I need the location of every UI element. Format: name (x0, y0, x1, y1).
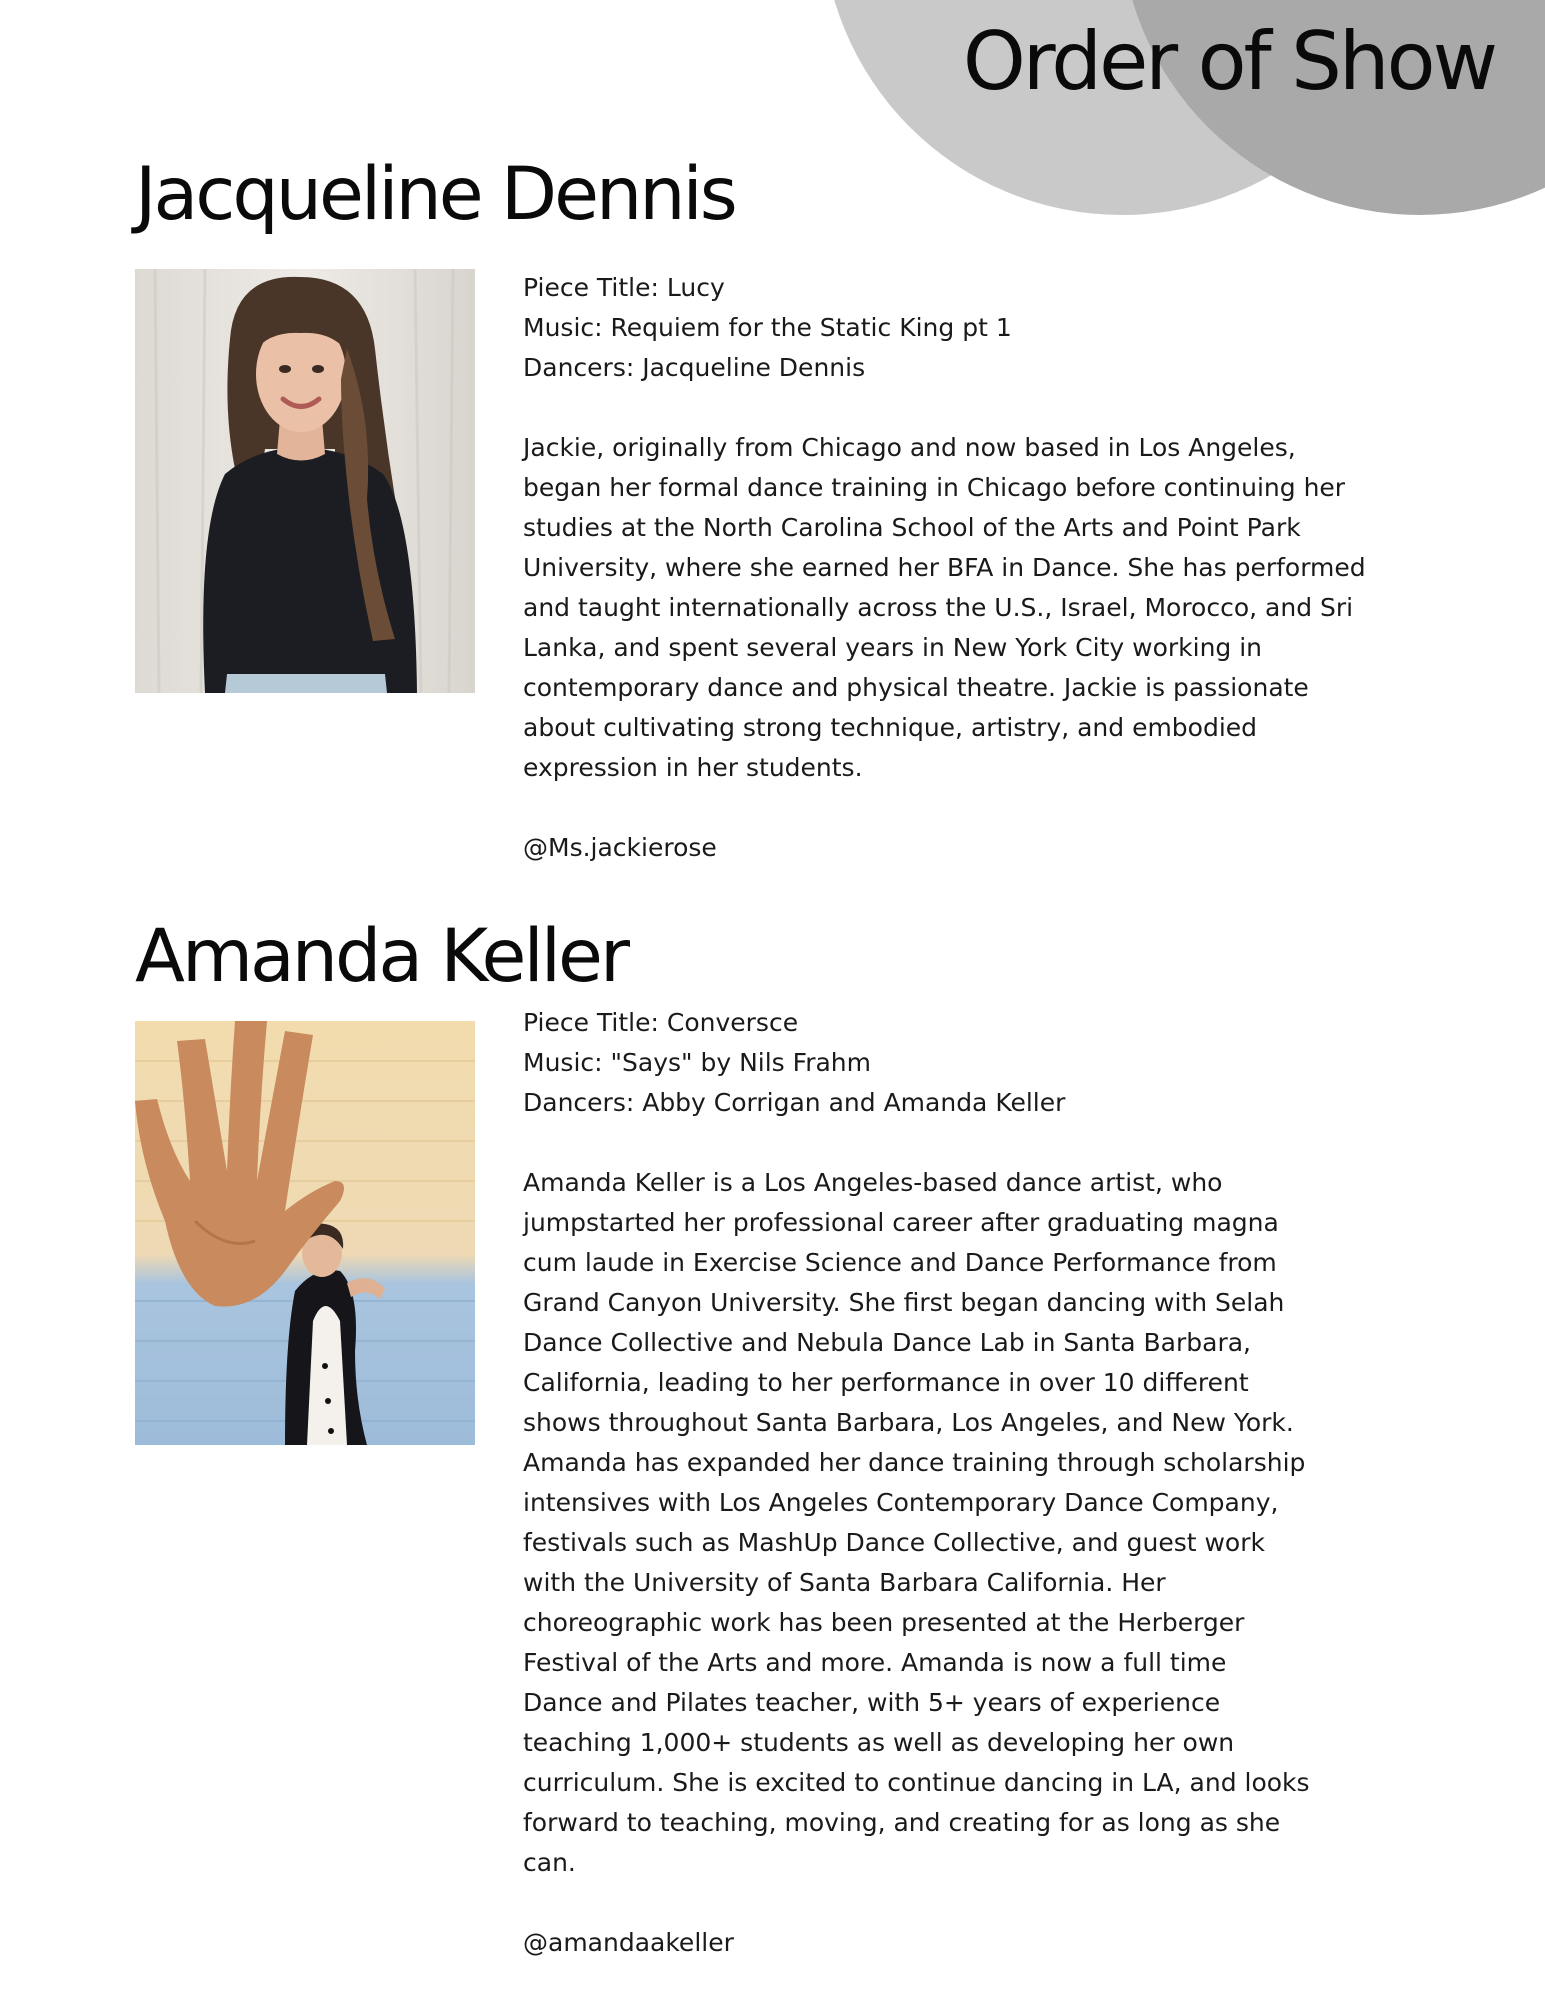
page-title: Order of Show (962, 15, 1495, 108)
bio-line: festivals such as MashUp Dance Collective, and guest work (523, 1528, 1265, 1557)
bio-line: intensives with Los Angeles Contemporary Dance Company, (523, 1488, 1279, 1517)
performer-name-amanda-keller: Amanda Keller (135, 914, 627, 999)
bio-line: Dance and Pilates teacher, with 5+ years of experience (523, 1688, 1221, 1717)
bio-line: expression in her students. (523, 753, 863, 782)
bio-line: jumpstarted her professional career after graduating magna (523, 1208, 1279, 1237)
piece-title: Piece Title: Lucy (523, 273, 725, 302)
performer-photo-jacqueline-dennis (135, 269, 475, 693)
bio-line: Grand Canyon University. She first began dancing with Selah (523, 1288, 1285, 1317)
portrait-image (135, 269, 475, 693)
performer-photo-amanda-keller (135, 1021, 475, 1445)
bio-line: can. (523, 1848, 576, 1877)
performer-name-jacqueline-dennis: Jacqueline Dennis (135, 152, 735, 237)
piece-title: Piece Title: Conversce (523, 1008, 799, 1037)
bio-line: forward to teaching, moving, and creating for as long as she (523, 1808, 1281, 1837)
bio-line: Lanka, and spent several years in New York City working in (523, 633, 1263, 662)
bio-line: Festival of the Arts and more. Amanda is now a full time (523, 1648, 1227, 1677)
bio-line: began her formal dance training in Chicago before continuing her (523, 473, 1346, 502)
social-handle: @Ms.jackierose (523, 833, 717, 862)
bio-line: about cultivating strong technique, artistry, and embodied (523, 713, 1258, 742)
bio-line: Amanda has expanded her dance training through scholarship (523, 1448, 1306, 1477)
bio-line: Dance Collective and Nebula Dance Lab in Santa Barbara, (523, 1328, 1251, 1357)
bio-line: shows throughout Santa Barbara, Los Angeles, and New York. (523, 1408, 1294, 1437)
bio-line: Jackie, originally from Chicago and now based in Los Angeles, (523, 433, 1296, 462)
bio-line: California, leading to her performance in over 10 different (523, 1368, 1249, 1397)
bio-line: with the University of Santa Barbara California. Her (523, 1568, 1166, 1597)
music: Music: Requiem for the Static King pt 1 (523, 313, 1012, 342)
bio-line: teaching 1,000+ students as well as developing her own (523, 1728, 1235, 1757)
performer-info-amanda-keller (523, 1003, 1423, 1963)
bio-line: cum laude in Exercise Science and Dance Performance from (523, 1248, 1277, 1277)
bio-line: curriculum. She is excited to continue dancing in LA, and looks (523, 1768, 1310, 1797)
dancers: Dancers: Abby Corrigan and Amanda Keller (523, 1088, 1066, 1117)
bio-line: and taught internationally across the U.S., Israel, Morocco, and Sri (523, 593, 1354, 622)
portrait-image (135, 1021, 475, 1445)
bio-line: Amanda Keller is a Los Angeles-based dance artist, who (523, 1168, 1223, 1197)
bio-line: contemporary dance and physical theatre. Jackie is passionate (523, 673, 1309, 702)
performer-info-jacqueline-dennis (523, 268, 1423, 868)
dancers: Dancers: Jacqueline Dennis (523, 353, 866, 382)
social-handle: @amandaakeller (523, 1928, 734, 1957)
music: Music: "Says" by Nils Frahm (523, 1048, 871, 1077)
bio-line: studies at the North Carolina School of the Arts and Point Park (523, 513, 1301, 542)
bio-line: choreographic work has been presented at the Herberger (523, 1608, 1245, 1637)
bio-line: University, where she earned her BFA in Dance. She has performed (523, 553, 1366, 582)
